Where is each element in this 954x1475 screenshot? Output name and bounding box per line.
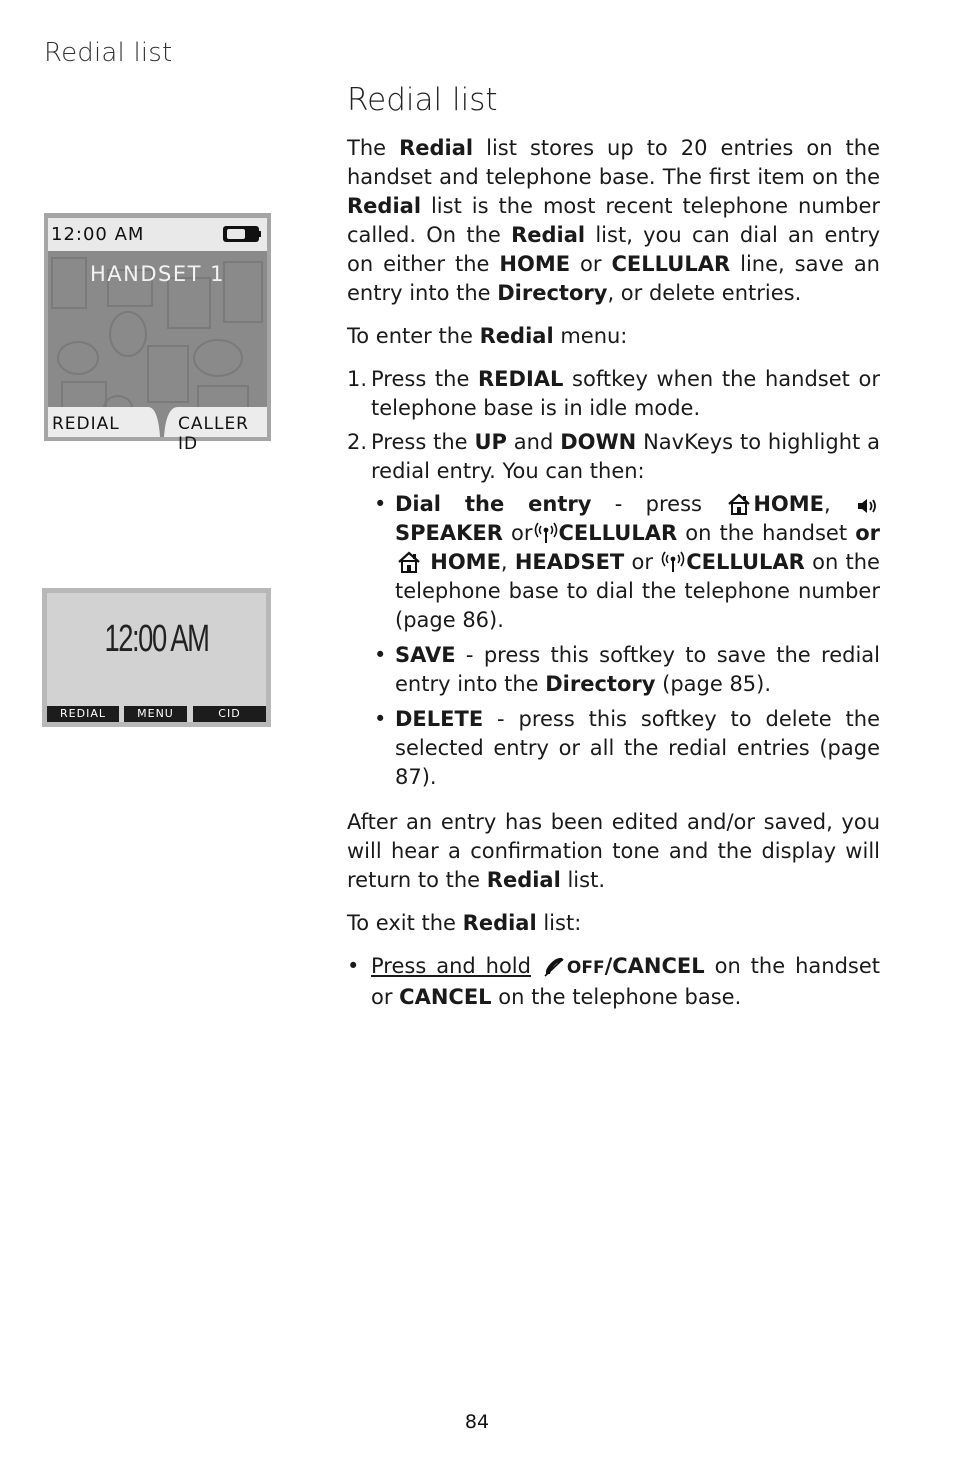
home-icon	[397, 551, 421, 573]
handset-time: 12:00 AM	[51, 224, 145, 245]
enter-instruction: To enter the Redial menu:	[347, 324, 628, 348]
base-screen	[42, 588, 271, 727]
softkey-caller-id[interactable]: CALLER ID	[178, 414, 249, 454]
base-softkey-cid[interactable]: CID	[193, 706, 266, 722]
step-1: 1. Press the REDIAL softkey when the handset or telephone base is in idle mode.	[347, 367, 880, 420]
bullet-dial: • Dial the entry - press HOME, SPEAKER or CELLULAR on the handset or HOME, HEADSET or CELLULAR on the telephone base to dial the telephone number (page 86).	[374, 492, 880, 632]
step-2-options	[371, 490, 880, 792]
bullet-exit: • Press and hold OFF/CANCEL on the handset or CANCEL on the telephone base.	[347, 954, 880, 1009]
cellular-icon	[535, 522, 557, 544]
battery-icon	[222, 225, 262, 243]
handset-screen	[44, 213, 271, 454]
base-time: 12:00 AM	[104, 618, 209, 660]
handset-title: HANDSET 1	[90, 262, 225, 286]
handset-display	[48, 218, 267, 454]
intro-paragraph: The Redial list stores up to 20 entries on the handset and telephone base. The first item on the Redial list is the most recent telephone number called. On the Redial list, you can dial an entry on either the HOME or CELLULAR line, save an entry into the Directory, or delete entries.	[347, 136, 881, 305]
section-label: Redial list	[44, 38, 173, 68]
off-cancel-icon	[543, 957, 565, 977]
base-display	[47, 593, 266, 722]
bullet-delete: • DELETE - press this softkey to delete the selected entry or all the redial entries (page 87).	[374, 707, 880, 789]
speaker-icon	[856, 497, 878, 515]
bullet-save: • SAVE - press this softkey to save the redial entry into the Directory (page 85).	[374, 643, 880, 696]
page-number: 84	[464, 1411, 490, 1433]
base-softkey-redial[interactable]: REDIAL	[47, 706, 119, 722]
page-title: Redial list	[347, 82, 498, 118]
exit-instruction: To exit the Redial list:	[347, 911, 582, 935]
home-icon	[727, 493, 751, 515]
softkey-redial[interactable]: REDIAL	[52, 414, 120, 434]
exit-list	[347, 952, 880, 1012]
step-2: 2. Press the UP and DOWN NavKeys to highlight a redial entry. You can then: • Dial the entry - press HOME, SPEAKER or CELLULAR on the handset or HOME, HEADSET or CELLULAR on the telephone base to dial the telephone number (page 86). • SAVE - press this softkey to save the redial entry into the Directory (page 85). • DELETE - press this softkey to delete the selected entry or all the redial entries (page 87).	[347, 428, 880, 792]
after-paragraph: After an entry has been edited and/or saved, you will hear a confirmation tone and the display will return to the Redial list.	[347, 810, 880, 892]
cellular-icon	[662, 551, 684, 573]
steps-list	[347, 365, 880, 792]
main-content	[347, 80, 880, 1018]
base-softkeys	[47, 706, 266, 722]
base-softkey-menu[interactable]: MENU	[124, 706, 187, 722]
